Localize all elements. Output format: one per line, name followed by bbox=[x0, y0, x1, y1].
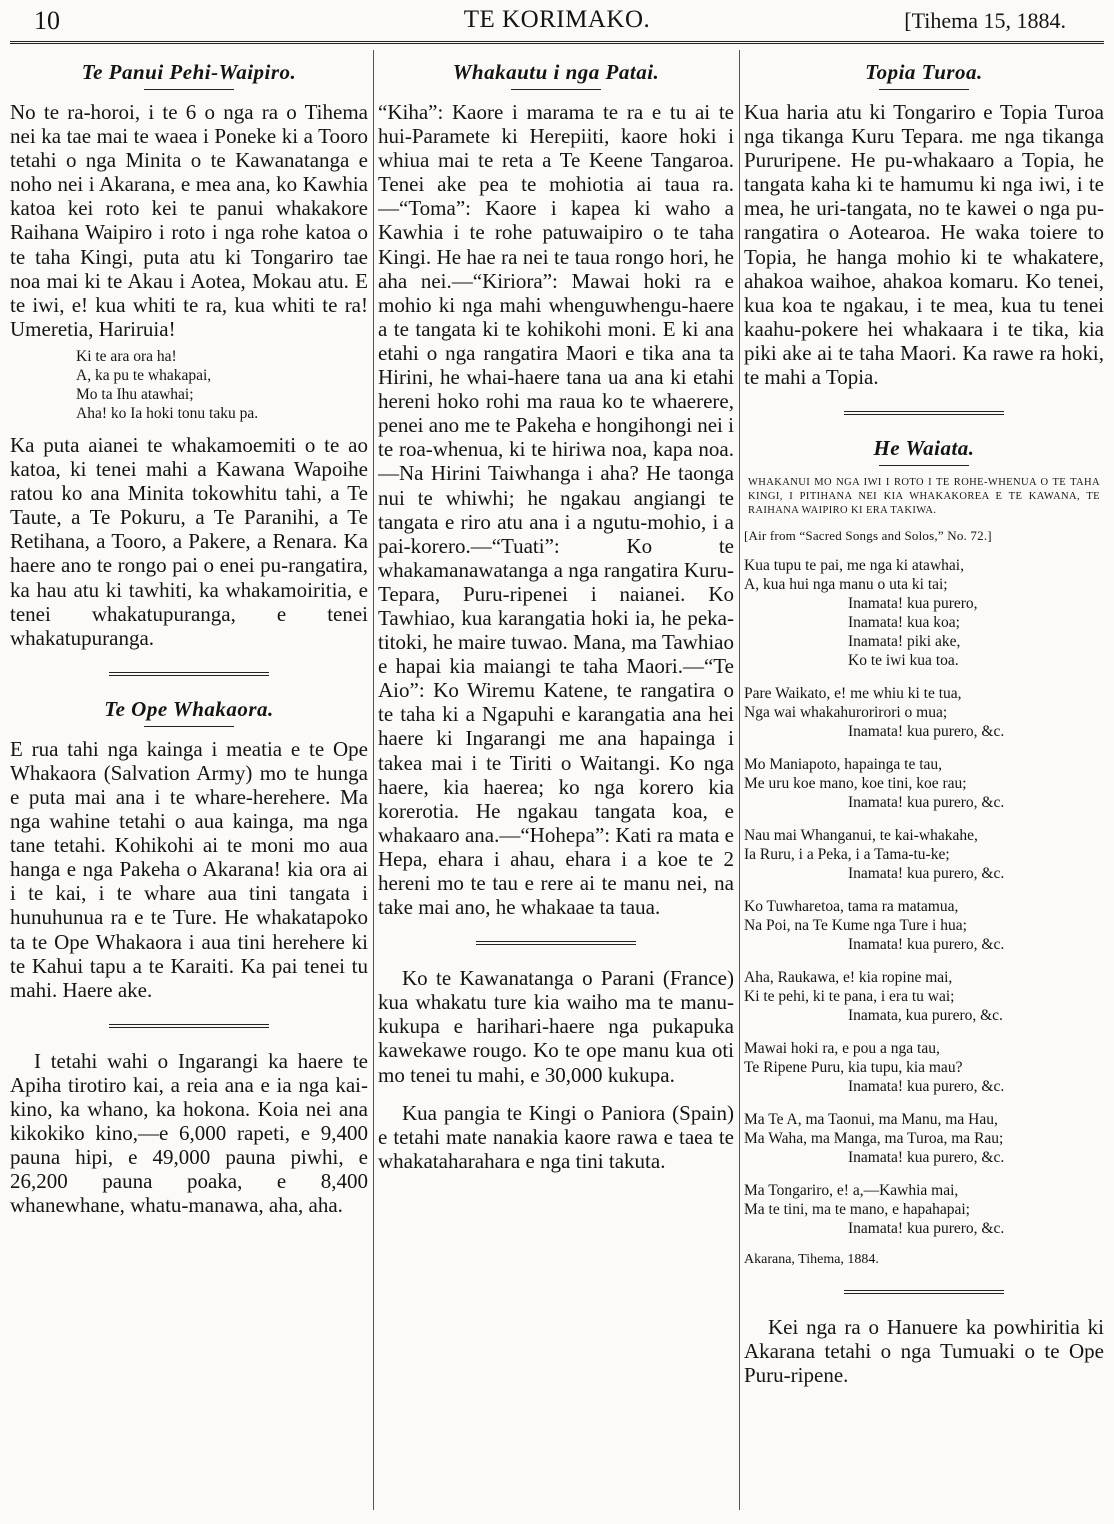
song-stanza bbox=[744, 968, 1104, 1025]
stanza-refrain: Inamata! kua koa; bbox=[848, 614, 960, 632]
newspaper-title: TE KORIMAKO. bbox=[463, 6, 651, 33]
song-stanza bbox=[744, 755, 1104, 812]
page-number: 10 bbox=[34, 6, 60, 35]
stanza-line: Ma te tini, ma te mano, e hapahapai; bbox=[744, 1201, 970, 1219]
column-2 bbox=[378, 50, 734, 1524]
stanza-refrain: Inamata! kua purero, bbox=[848, 595, 978, 613]
heading-rule bbox=[879, 465, 969, 466]
stanza-refrain: Inamata! kua purero, &c. bbox=[848, 1078, 1005, 1096]
column-3 bbox=[744, 50, 1104, 1524]
stanza-line: Me uru koe mano, koe tini, koe rau; bbox=[744, 775, 967, 793]
verse-line: A, ka pu te whakapai, bbox=[76, 366, 212, 384]
stanza-line: Kua tupu te pai, me nga ki atawhai, bbox=[744, 557, 964, 575]
song-stanza bbox=[744, 1110, 1104, 1167]
stanza-refrain: Ko te iwi kua toa. bbox=[848, 652, 959, 670]
song-stanzas bbox=[744, 556, 1104, 1238]
stanza-line: Aha, Raukawa, e! kia ropine mai, bbox=[744, 969, 953, 987]
verse bbox=[76, 347, 368, 423]
article-body: “Kiha”: Kaore i marama te ra e tu ai te hui-Paramete ki Herepiiti, kaore hoki i whiua mai te reta a Te Keene Tangaroa. Tenei ake pea te mohiotia ai taua ra.—“Toma”: Kaore i kapea ki waho a Kawhia i te rohe patuwaipiro o te taha Kingi. He hae ra nei te taua rongo hori, he aha nei.—“Kiriora”: Mawai hoki ra e mohio ki nga mahi whenguwhengu-haere a te tangata ki te kohikohi moni. E ki ana etahi o nga rangatira Maori e tika ana ta Hirini, he whai-haere tana ua ana ki etahi hereni hoko rohi ma raua ko te whaerere, penei ano me te Pakeha e hongihongi nei i te roa-whenua, ki te hiriwa noa, kapa noa.—Na Hirini Taiwhanga i aha? He taonga nui te whiwhi; he ngakau angiangi te tangata e riro atu ana i a ngutu-mohio, i a pai-korero.—“Tuati”: Ko te whakamanawatanga a nga rangatira Kuru-Tepara, Puru-ripenei i naianei. Ko Tawhiao, kua karangatia hoki ia, he peka-titoki, he maire tuwao. Mana, ma Tawhiao e hapai kia maiangi te taha Maori.—“Te Aio”: Ko Wiremu Katene, te rangatira o te taha ki a Ngapuhi e karangatia ana hei haere ki Ingarangi me ana hapainga i takea mai i te Tiriti o Waitangi. Ko nga haere, kia haerea; ko nga korero kia korerotia. He ngakau tangata koa, e whakaaro ana.—“Hohepa”: Kati ra mata e Hepa, ehara i ahau, ehara i a koe te 2 hereni mo te tau e rere ai te manu nei, na take mai ano, he whakaae ta taua. bbox=[378, 100, 734, 920]
song-subheading: WHAKANUI MO NGA IWI I ROTO I TE ROHE-WHENUA O TE TAHA KINGI, I PITIHANA NEI KIA WHAKAKOREA E TE KAWANA, TE RAIHANA WAIPIRO KI ERA TAKIWA. bbox=[748, 477, 1100, 517]
stanza-refrain: Inamata! kua purero, &c. bbox=[848, 1149, 1005, 1167]
article-heading: He Waiata. bbox=[873, 436, 975, 461]
stanza-line: Ko Tuwharetoa, tama ra matamua, bbox=[744, 898, 959, 916]
song-signature: Akarana, Tihema, 1884. bbox=[744, 1252, 879, 1268]
column-divider bbox=[739, 50, 740, 1510]
article-body: Ka puta aianei te whakamoemiti o te ao katoa, ki tenei mahi a Kawana Wapoihe ratou ko ana Minita tokowhitu tahi, a Te Taute, a Te Pokuru, a Te Paranihi, a Te Retihana, a Tooro, a Pakere, a Renara. Ka haere ano te rongo pai o enei pu-rangatira, ka hau atu ki tawhiti, ka whakamoiritia, e tenei whakatupuranga, e tenei whakatupuranga. bbox=[10, 432, 368, 650]
article-heading: Te Ope Whakaora. bbox=[104, 696, 274, 721]
section-separator bbox=[109, 1024, 269, 1029]
stanza-refrain: Inamata! kua purero, &c. bbox=[848, 865, 1005, 883]
stanza-line: Mawai hoki ra, e pou a nga tau, bbox=[744, 1040, 940, 1058]
verse-line: Ki te ara ora ha! bbox=[76, 347, 177, 365]
heading-rule bbox=[144, 726, 234, 727]
stanza-line: Ia Ruru, i a Peka, i a Tama-tu-ke; bbox=[744, 846, 950, 864]
article-body: Kei nga ra o Hanuere ka powhiritia ki Akarana tetahi o nga Tumuaki o te Ope Puru-ripene. bbox=[744, 1315, 1104, 1388]
stanza-refrain: Inamata! kua purero, &c. bbox=[848, 936, 1005, 954]
stanza-line: Ma Waha, ma Manga, ma Turoa, ma Rau; bbox=[744, 1130, 1004, 1148]
issue-date: [Tihema 15, 1884. bbox=[904, 8, 1066, 33]
stanza-line: Ma Te A, ma Taonui, ma Manu, ma Hau, bbox=[744, 1111, 998, 1129]
stanza-line: Ki te pehi, ki te pana, i era tu wai; bbox=[744, 988, 955, 1006]
stanza-refrain: Inamata, kua purero, &c. bbox=[848, 1007, 1003, 1025]
stanza-line: A, kua hui nga manu o uta ki tai; bbox=[744, 576, 948, 594]
article-heading: Topia Turoa. bbox=[865, 60, 983, 84]
article-heading: Whakautu i nga Patai. bbox=[452, 60, 660, 84]
section-separator bbox=[109, 672, 269, 677]
heading-rule bbox=[879, 89, 969, 90]
song-stanza bbox=[744, 684, 1104, 741]
column-divider bbox=[373, 50, 374, 1510]
stanza-line: Pare Waikato, e! me whiu ki te tua, bbox=[744, 685, 962, 703]
song-air-note: [Air from “Sacred Songs and Solos,” No. 72.] bbox=[744, 528, 992, 544]
section-separator bbox=[844, 1290, 1004, 1295]
stanza-line: Na Poi, na Te Kume nga Ture i hua; bbox=[744, 917, 967, 935]
heading-rule bbox=[511, 89, 601, 90]
stanza-refrain: Inamata! piki ake, bbox=[848, 633, 961, 651]
verse-line: Mo ta Ihu atawhai; bbox=[76, 385, 194, 403]
song-stanza bbox=[744, 826, 1104, 883]
stanza-line: Ma Tongariro, e! a,—Kawhia mai, bbox=[744, 1182, 959, 1200]
section-separator bbox=[476, 941, 636, 946]
article-body: E rua tahi nga kainga i meatia e te Ope Whakaora (Salvation Army) mo te hunga e puta mai ana i te whare-herehere. Ma nga wahine tetahi o aua kainga, ma nga tane tetahi. Kohikohi ai te moni mo aua hanga e nga Pakeha o Akarana! kia ora ai i te kai, i te whare aua tini tangata i hunuhunua ra e te Ture. He whakatapoko ta te Ope Whakaora i aua tini hereherе ki te Kahui tapu a te Karaiti. Ka pai tenei tu mahi. Haere ake. bbox=[10, 736, 368, 1002]
stanza-line: Nau mai Whanganui, te kai-whakahe, bbox=[744, 827, 978, 845]
stanza-line: Mo Maniapoto, hapainga te tau, bbox=[744, 756, 943, 774]
article-body: I tetahi wahi o Ingarangi ka haere te Apiha tirotiro kai, a reia ana e ia nga kai-kino, ka whano, ka hokona. Koia nei ana kikokiko kino,—e 6,000 rapeti, e 9,400 pauna hipi, e 49,000 pauna piwhi, e 26,200 pauna poaka, e 8,400 whanewhane, whatu-manawa, aha, aha. bbox=[10, 1048, 368, 1218]
verse-line: Aha! ko Ia hoki tonu taku pa. bbox=[76, 404, 259, 422]
article-body: Kua haria atu ki Tongariro e Topia Turoa nga tikanga Kuru Tepara. me nga tikanga Pururipene. He pu-whakaaro a Topia, he tangata kaha ki te hamumu ki nga iwi, i te mea, he uri-tangata, no te kawei o nga pu-rangatira o Aotearoa. He waka toiere to Topia, he hanga mohio ki te whakatere, ahakoa waihoe, ahakoa komaru. Ko tenei, kua koa te ngakau, i te mea, kua tu tenei kaahu-pokere hei whakaara i te tika, kia piki ake ai te taha Maori. Ka rawe ra hoki, te mahi a Topia. bbox=[744, 100, 1104, 390]
section-separator bbox=[844, 411, 1004, 416]
stanza-refrain: Inamata! kua purero, &c. bbox=[848, 723, 1005, 741]
masthead bbox=[10, 4, 1104, 38]
song-stanza bbox=[744, 1039, 1104, 1096]
header-rule bbox=[10, 41, 1104, 44]
article-body: No te ra-horoi, i te 6 o nga ra o Tihema nei ka tae mai te waea i Poneke ki a Tooro tetahi o nga Minita o te Kawanatanga e noho nei i Akarana, e mea ana, ko Kawhia katoa kei roto kei te panui whakakore Raihana Waipiro i roto i nga rohe katoa o te taha Kingi, puta atu ki Tongariro tae noa mai ki te Akau i Aotea, Mokau atu. E te iwi, e! kua whiti te ra, kua whiti te ra! Umeretia, Hariruia! bbox=[10, 100, 368, 341]
stanza-line: Te Ripene Puru, kia tupu, kia mau? bbox=[744, 1059, 963, 1077]
stanza-refrain: Inamata! kua purero, &c. bbox=[848, 1220, 1005, 1238]
article-heading: Te Panui Pehi-Waipiro. bbox=[81, 60, 297, 84]
song-stanza bbox=[744, 1181, 1104, 1238]
song-stanza bbox=[744, 897, 1104, 954]
stanza-line: Nga wai whakahurorirori o mua; bbox=[744, 704, 948, 722]
column-1 bbox=[10, 50, 368, 1524]
stanza-refrain: Inamata! kua purero, &c. bbox=[848, 794, 1005, 812]
heading-rule bbox=[144, 89, 234, 90]
song-stanza bbox=[744, 556, 1104, 670]
article-body: Kua pangia te Kingi o Paniora (Spain) e tetahi mate nanakia kaore rawa e taea te whakataharahara e nga tini takuta. bbox=[378, 1100, 734, 1173]
article-body: Ko te Kawanatanga o Parani (France) kua whakatu ture kia waiho ma te manu-kukupa e harihari-haere nga pukapuka kawekawe rougo. Ko te ope manu kua oti mo tenei tu mahi, e 30,000 kukupa. bbox=[378, 966, 734, 1087]
